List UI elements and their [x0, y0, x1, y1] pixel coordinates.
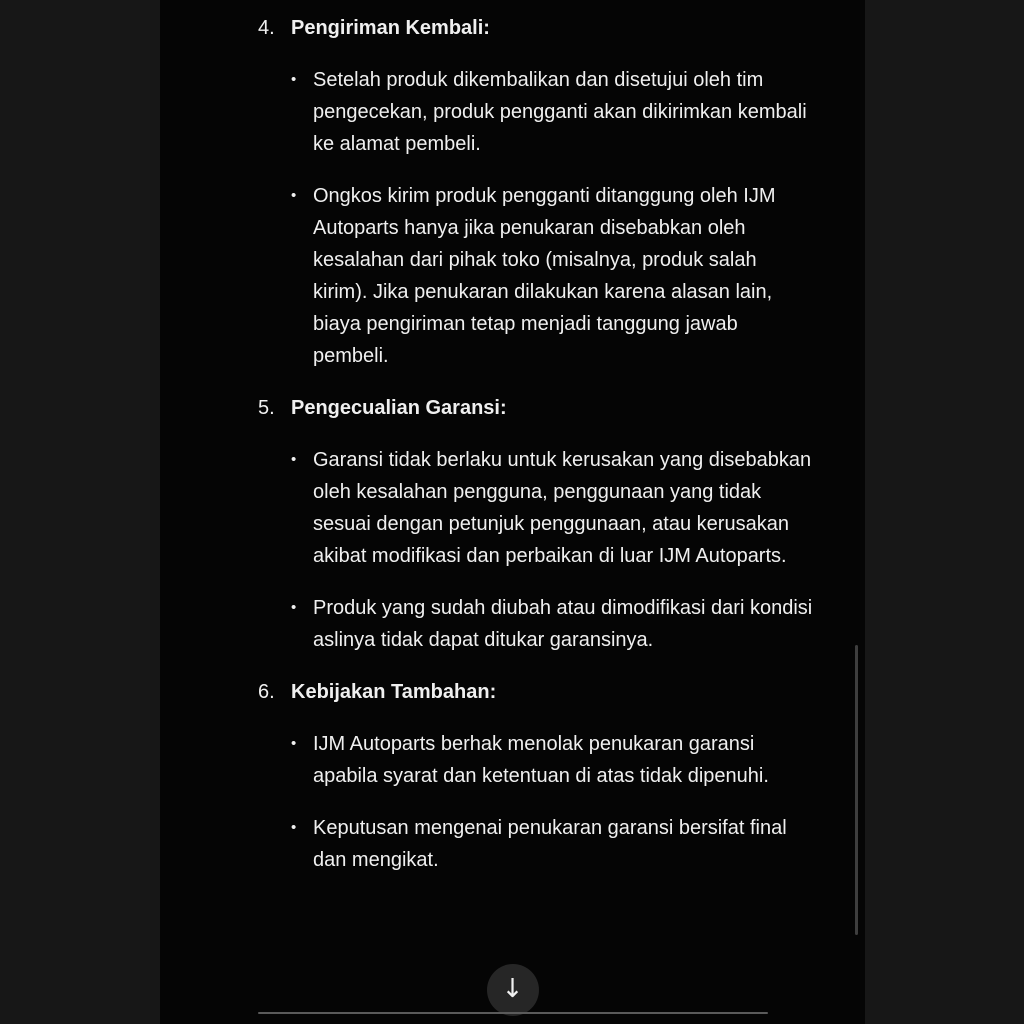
section-heading — [258, 676, 815, 708]
bullet-marker-icon: • — [291, 187, 297, 204]
bullet-item — [291, 64, 815, 160]
bullet-marker-icon: • — [291, 71, 297, 88]
bullet-marker-icon: • — [291, 599, 297, 616]
bullet-item — [291, 180, 815, 372]
bottom-divider — [258, 1012, 768, 1014]
scrollbar-thumb[interactable] — [855, 645, 858, 935]
bullet-marker-icon: • — [291, 819, 297, 836]
scroll-down-button[interactable] — [487, 964, 539, 1016]
bullet-text: Produk yang sudah diubah atau dimodifikasi dari kondisi aslinya tidak dapat ditukar garansinya. — [313, 597, 813, 651]
section-title: Kebijakan Tambahan — [291, 681, 490, 703]
policy-section-4 — [258, 12, 815, 372]
policy-document-screen — [160, 0, 865, 1024]
section-title-wrap — [291, 392, 507, 424]
policy-section-5 — [258, 392, 815, 656]
bullet-text: Ongkos kirim produk pengganti ditanggung oleh IJM Autoparts hanya jika penukaran disebabkan oleh kesalahan dari pihak toko (misalnya, produk salah kirim). Jika penukaran dilakukan karena alasan lain, biaya pengiriman tetap menjadi tanggung jawab pembeli. — [313, 185, 776, 367]
bullet-item — [291, 728, 815, 792]
policy-section-6 — [258, 676, 815, 876]
section-heading — [258, 12, 815, 44]
bullet-text: Setelah produk dikembalikan dan disetujui oleh tim pengecekan, produk pengganti akan dikirimkan kembali ke alamat pembeli. — [313, 69, 807, 155]
section-colon: : — [499, 397, 507, 419]
section-number: 4. — [258, 17, 275, 39]
bullet-text: IJM Autoparts berhak menolak penukaran garansi apabila syarat dan ketentuan di atas tidak dipenuhi. — [313, 733, 769, 787]
bullet-text: Garansi tidak berlaku untuk kerusakan yang disebabkan oleh kesalahan pengguna, penggunaan yang tidak sesuai dengan petunjuk penggunaan, atau kerusakan akibat modifikasi dan perbaikan di luar IJM Autoparts. — [313, 449, 812, 567]
section-title-wrap — [291, 676, 496, 708]
section-title-wrap — [291, 12, 490, 44]
bullet-item — [291, 592, 815, 656]
bullet-item — [291, 812, 815, 876]
bullet-item — [291, 444, 815, 572]
section-heading — [258, 392, 815, 424]
arrow-down-icon: ↓ — [501, 974, 524, 1004]
bullet-text: Keputusan mengenai penukaran garansi bersifat final dan mengikat. — [313, 817, 787, 871]
bullet-marker-icon: • — [291, 451, 297, 468]
section-number: 6. — [258, 681, 275, 703]
bullet-marker-icon: • — [291, 735, 297, 752]
section-colon: : — [483, 17, 490, 39]
policy-content — [160, 0, 865, 876]
section-colon: : — [489, 681, 497, 703]
section-number: 5. — [258, 397, 275, 419]
section-title: Pengiriman Kembali — [291, 17, 484, 39]
section-title: Pengecualian Garansi — [291, 397, 500, 419]
